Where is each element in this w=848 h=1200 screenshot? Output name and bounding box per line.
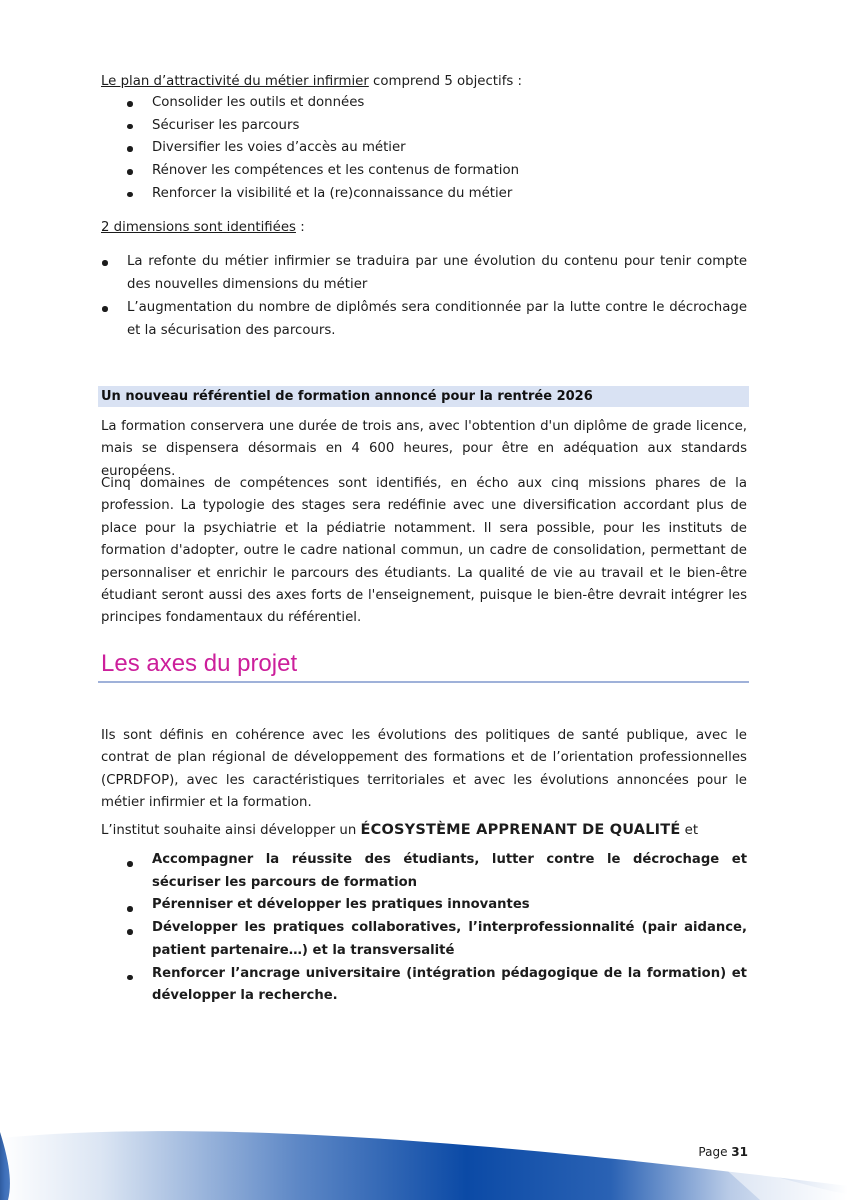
footer-wave-band xyxy=(0,1124,848,1200)
paragraph: Ils sont définis en cohérence avec les évolutions des politiques de santé publique, avec le contrat de plan régional de développement des formations et de l’orientation professionnelles (CPRDFOP), avec les caractéristiques territoriales et avec les évolutions annoncées pour le métier infirmier et la formation. xyxy=(101,728,747,811)
ecosystem-sentence-end: et xyxy=(680,823,699,838)
list-item: Accompagner la réussite des étudiants, lutter contre le décrochage et sécuriser les parcours de formation xyxy=(152,849,747,894)
objectives-intro-rest: comprend 5 objectifs : xyxy=(368,74,523,89)
list-item: Pérenniser et développer les pratiques innovantes xyxy=(152,894,747,917)
paragraph: Cinq domaines de compétences sont identifiés, en écho aux cinq missions phares de la profession. La typologie des stages sera redéfinie avec une diversification accordant plus de place pour la psychiatrie et la pédiatrie notamment. Il sera possible, pour les instituts de formation d'adopter, outre le cadre national commun, un cadre de consolidation, permettant de personnaliser et enrichir le parcours des étudiants. La qualité de vie au travail et le bien-être étudiant seront aussi des axes forts de l'enseignement, puisque le bien-être devrait intégrer les principes fondamentaux du référentiel. xyxy=(101,476,747,626)
dimensions-heading-underlined: 2 dimensions sont identifiées xyxy=(101,220,296,235)
dimensions-heading-rest: : xyxy=(295,220,305,235)
list-item: Développer les pratiques collaboratives, l’interprofessionnalité (pair aidance, patient partenaire…) et la transversalité xyxy=(152,917,747,962)
section-divider xyxy=(98,681,749,683)
section-title: Les axes du projet xyxy=(101,650,298,677)
list-item: Diversifier les voies d’accès au métier xyxy=(152,137,748,160)
list-item: Sécuriser les parcours xyxy=(152,115,748,138)
highlight-heading-bar xyxy=(98,386,749,407)
paragraph: La formation conservera une durée de trois ans, avec l'obtention d'un diplôme de grade licence, mais se dispensera désormais en 4 600 heures, pour être en adéquation aux standards européens. xyxy=(101,419,747,479)
ecosystem-emphasis: ÉCOSYSTÈME APPRENANT DE QUALITÉ xyxy=(360,822,681,838)
dimensions-heading xyxy=(101,217,747,239)
highlight-heading: Un nouveau référentiel de formation annoncé pour la rentrée 2026 xyxy=(101,389,593,404)
axes-list xyxy=(152,849,747,1008)
list-item: L’augmentation du nombre de diplômés sera conditionnée par la lutte contre le décrochage et la sécurisation des parcours. xyxy=(127,297,747,342)
objectives-intro-underlined: Le plan d’attractivité du métier infirmier xyxy=(101,74,369,89)
list-item: Renforcer la visibilité et la (re)connaissance du métier xyxy=(152,183,748,206)
dimensions-list xyxy=(127,251,747,344)
page-label: Page xyxy=(698,1145,728,1159)
ecosystem-sentence xyxy=(101,818,747,843)
objectives-list xyxy=(152,92,748,206)
list-item: Consolider les outils et données xyxy=(152,92,748,115)
ecosystem-sentence-start: L’institut souhaite ainsi développer un xyxy=(101,823,361,838)
page-number-value: 31 xyxy=(731,1145,748,1159)
list-item: Renforcer l’ancrage universitaire (intégration pédagogique de la formation) et développer la recherche. xyxy=(152,963,747,1008)
page-number xyxy=(698,1145,748,1159)
objectives-intro xyxy=(101,71,747,93)
list-item: La refonte du métier infirmier se traduira par une évolution du contenu pour tenir compte des nouvelles dimensions du métier xyxy=(127,251,747,296)
list-item: Rénover les compétences et les contenus de formation xyxy=(152,160,748,183)
